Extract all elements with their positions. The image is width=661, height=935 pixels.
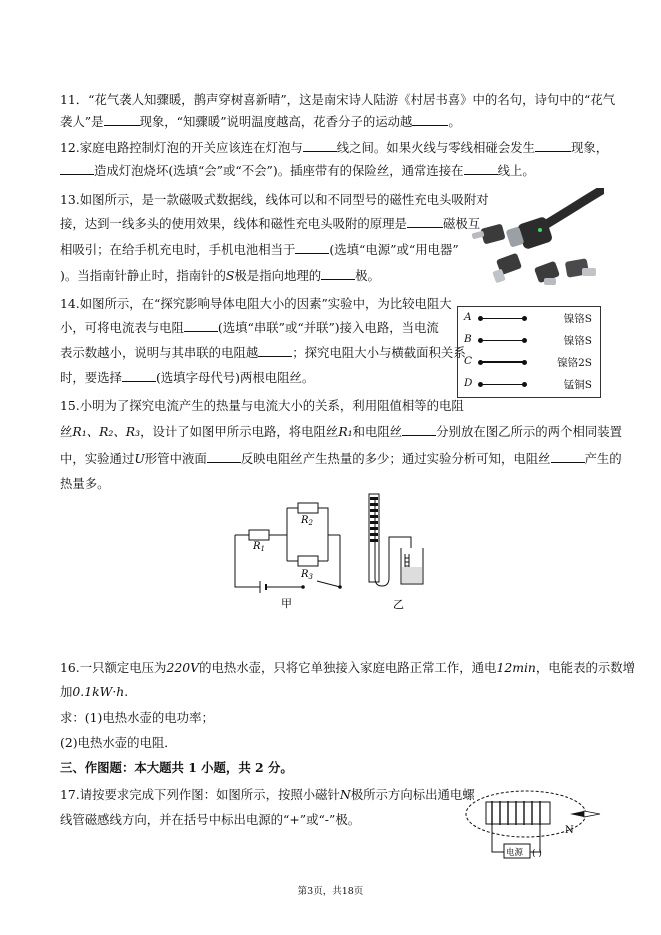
wire-end-dot	[522, 360, 527, 365]
answer-blank[interactable]	[104, 114, 140, 126]
wire-row-d	[464, 377, 596, 393]
answer-blank[interactable]	[412, 114, 448, 126]
u-tube-apparatus-yi	[365, 492, 435, 614]
page-footer: 第3页，共18页	[297, 886, 364, 897]
wire-letter: A	[464, 311, 472, 323]
circuit-diagram-jia	[225, 495, 350, 610]
wire-row-b	[464, 333, 596, 349]
q17-line2: 线管磁感线方向，并在括号中标出电源的“+”或“-”极。	[60, 812, 361, 827]
r1-label: $R_1$	[253, 541, 265, 553]
wire-line	[480, 384, 524, 385]
q15-line2: 丝R₁、R₂、R₃，设计了如图甲所示电路，将电阻丝R₁和电阻丝 分别放在图乙所示的两个相同装置	[60, 424, 623, 439]
wire-letter: D	[464, 377, 473, 389]
q15-line3: 中，实验通过U形管中液面 反映电阻丝产生热量的多少；通过实验分析可知，电阻丝 产生的	[60, 451, 622, 466]
section-heading: 三、作图题：本大题共 1 小题，共 2 分。	[60, 760, 293, 775]
q11-line2: 袭人”是 现象，“知骤暖”说明温度越高，花香分子的运动越 。	[60, 114, 461, 129]
wire-end-dot	[478, 338, 483, 343]
u-tube-scale	[370, 497, 378, 542]
q14-line4: 时，要选择 (选填字母代号)两根电阻丝。	[60, 370, 315, 385]
wire-material: 镍铬S	[563, 313, 592, 325]
q16-line2: 加0.1kW·h.	[60, 684, 129, 699]
wire-letter: C	[464, 355, 473, 367]
q17-line1: 17.请按要求完成下列作图：如图所示，按照小磁针N极所示方向标出通电螺	[60, 787, 475, 802]
wire-line	[480, 340, 524, 341]
wire-material: 锰铜S	[563, 379, 592, 391]
answer-blank[interactable]	[402, 424, 436, 436]
q12-line2: 造成灯泡烧坏(选填“会”或“不会”)。插座带有的保险丝，通常连接在 线上。	[60, 163, 535, 179]
q12-line1: 12.家庭电路控制灯泡的开关应该连在灯泡与 线之间。如果火线与零线相碰会发生 现象，	[60, 140, 609, 155]
q15-line1: 15.小明为了探究电流产生的热量与电流大小的关系，利用阻值相等的电阻	[60, 398, 464, 413]
answer-blank[interactable]	[407, 216, 443, 228]
q13-line2: 接，达到一线多头的使用效果，线体和磁性充电头吸附的原理是 磁极互	[60, 216, 481, 231]
wire-end-dot	[522, 338, 527, 343]
answer-blank[interactable]	[122, 370, 156, 382]
q16-line4: (2)电热水壶的电阻．	[60, 735, 177, 750]
wire-end-dot	[478, 382, 483, 387]
answer-blank[interactable]	[60, 163, 94, 175]
wire-material: 镍铬2S	[557, 357, 592, 369]
q16-line3: 求：(1)电热水壶的电功率；	[60, 710, 214, 725]
resistance-wire-table	[457, 306, 601, 398]
wire-line	[480, 318, 524, 319]
needle-n-label: N	[565, 825, 574, 836]
polarity-bracket[interactable]: ( )	[532, 849, 542, 859]
wire-line	[480, 361, 524, 363]
answer-blank[interactable]	[303, 140, 337, 152]
answer-blank[interactable]	[258, 345, 292, 357]
answer-blank[interactable]	[464, 163, 498, 175]
q14-line2: 小，可将电流表与电阻 (选填“串联”或“并联”)接入电路，当电流	[60, 320, 439, 335]
r2-label: $R_2$	[301, 515, 313, 527]
q13-line4: )。当指南针静止时，指南针的S极是指向地理的 极。	[60, 268, 380, 283]
answer-blank[interactable]	[184, 320, 218, 332]
power-supply-label: 电源	[506, 848, 524, 858]
solenoid-diagram	[462, 776, 604, 864]
label-yi: 乙	[393, 598, 404, 611]
wire-end-dot	[522, 316, 527, 321]
wire-row-a	[464, 311, 596, 327]
answer-blank[interactable]	[295, 242, 329, 254]
label-jia: 甲	[281, 597, 292, 610]
q15-line4: 热量多。	[60, 476, 110, 491]
compass-needle-icon	[570, 811, 600, 817]
q13-line1: 13.如图所示，是一款磁吸式数据线，线体可以和不同型号的磁性充电头吸附对	[60, 192, 489, 207]
q14-line1: 14.如图所示，在“探究影响导体电阻大小的因素”实验中，为比较电阻大	[60, 296, 452, 311]
answer-blank[interactable]	[207, 451, 241, 463]
answer-blank[interactable]	[321, 268, 355, 280]
q13-line3: 相吸引；在给手机充电时，手机电池相当于 (选填“电源”或“用电器”	[60, 242, 459, 257]
q14-line3: 表示数越小，说明与其串联的电阻越 ；探究电阻大小与横截面积关系	[60, 345, 466, 360]
r3-label: $R_3$	[301, 569, 313, 581]
answer-blank[interactable]	[551, 451, 585, 463]
wire-end-dot	[478, 316, 483, 321]
wire-end-dot	[478, 360, 483, 365]
wire-row-c	[464, 355, 596, 371]
wire-end-dot	[522, 382, 527, 387]
q11-line1: 11．“花气袭人知骤暖，鹊声穿树喜新晴”，这是南宋诗人陆游《村居书喜》中的名句，诗句中的“花气	[60, 92, 616, 107]
wire-material: 镍铬S	[563, 335, 592, 347]
q16-line1: 16.一只额定电压为220V的电热水壶，只将它单独接入家庭电路正常工作，通电12min，电能表的示数增	[60, 660, 636, 675]
wire-letter: B	[464, 333, 472, 345]
magnetic-cable-picture	[470, 188, 604, 288]
answer-blank[interactable]	[535, 140, 571, 152]
